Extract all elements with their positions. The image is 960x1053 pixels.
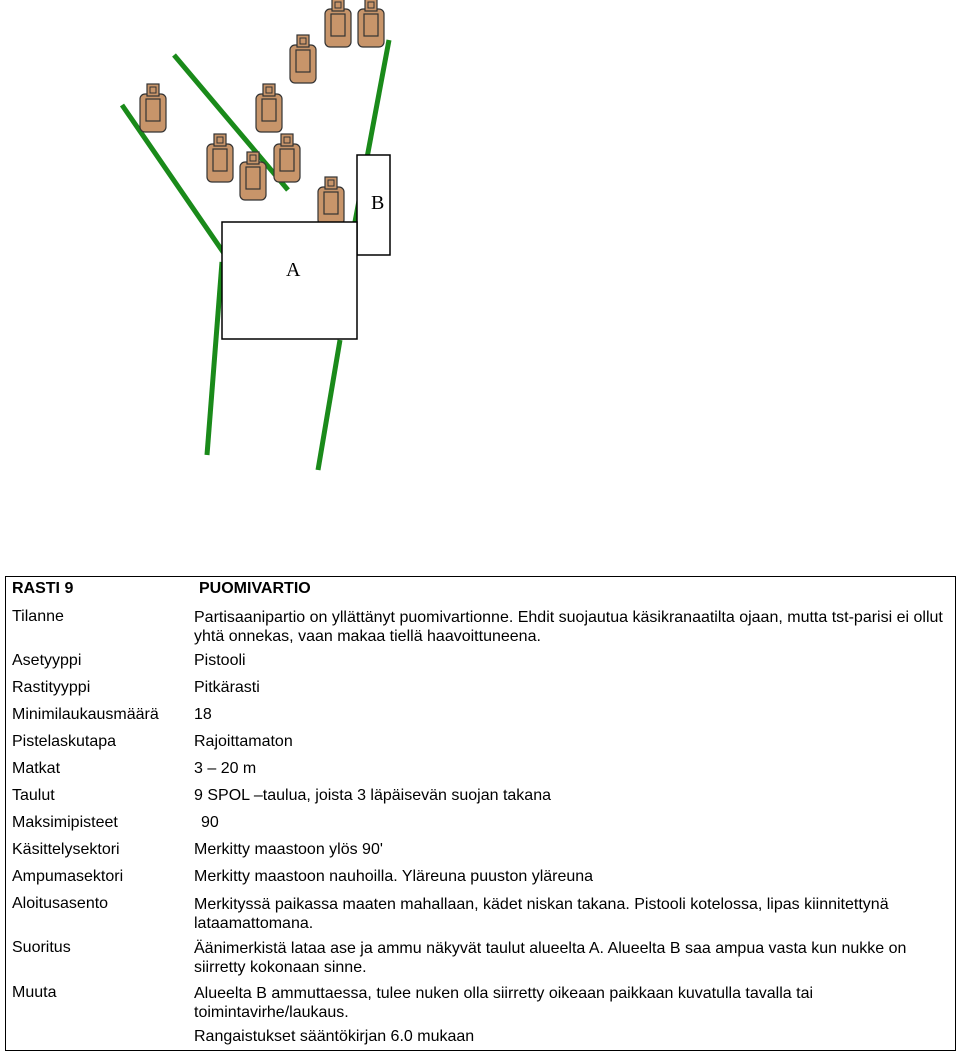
row-label: Käsittelysektori (12, 841, 120, 858)
target-icon (325, 0, 351, 47)
target-icon (256, 84, 282, 132)
area-b-label: B (371, 192, 385, 214)
stage-name: PUOMIVARTIO (199, 580, 311, 597)
row-label: Minimilaukausmäärä (12, 706, 159, 723)
row-label: Pistelaskutapa (12, 733, 117, 750)
left-vertical-line (207, 262, 222, 455)
target-icon (290, 35, 316, 83)
row-value: Äänimerkistä lataa ase ja ammu näkyvät taulut alueelta A. Alueelta B saa ampua vasta kun nukke on siirretty kokonaan sinne. (194, 940, 907, 976)
row-label: Rastityyppi (12, 679, 91, 696)
row-value: Rajoittamaton (194, 733, 293, 750)
row-value: Merkitty maastoon nauhoilla. Yläreuna puuston yläreuna (194, 868, 594, 885)
row-value: Partisaanipartio on yllättänyt puomivartionne. Ehdit suojautua käsikranaatilta ojaan, mutta tst-parisi ei ollut yhtä onnekas, vaan makaa tiellä haavoittuneena. (194, 609, 943, 645)
row-value: Pitkärasti (194, 679, 260, 696)
targets (140, 0, 384, 225)
row-value: Merkityssä paikassa maaten mahallaan, kädet niskan takana. Pistooli kotelossa, lipas kiinnitettynä lataamattomana. (194, 896, 889, 932)
row-value: 90 (201, 814, 219, 831)
target-icon (140, 84, 166, 132)
row-value: Rangaistukset sääntökirjan 6.0 mukaan (194, 1028, 475, 1045)
row-label: Tilanne (12, 608, 64, 625)
target-icon (207, 134, 233, 182)
row-label: Maksimipisteet (12, 814, 118, 831)
row-value: 18 (194, 706, 212, 723)
target-icon (274, 134, 300, 182)
stage-number: RASTI 9 (12, 580, 74, 597)
row-value: Alueelta B ammuttaessa, tulee nuken olla siirretty oikeaan paikkaan kuvatulla tavalla tai toimintavirhe/laukaus. (194, 985, 814, 1021)
row-label: Muuta (12, 984, 57, 1001)
row-value: 9 SPOL –taulua, joista 3 läpäisevän suojan takana (194, 787, 551, 804)
left-fence-line (122, 105, 232, 265)
row-label: Ampumasektori (12, 868, 124, 885)
target-icon (318, 177, 344, 225)
row-value: Merkitty maastoon ylös 90' (194, 841, 383, 858)
row-value: Pistooli (194, 652, 246, 669)
stage-info-table (5, 576, 956, 1051)
row-value: 3 – 20 m (194, 760, 257, 777)
row-label: Matkat (12, 760, 61, 777)
row-label: Suoritus (12, 939, 71, 956)
row-label: Asetyyppi (12, 652, 82, 669)
row-label: Taulut (12, 787, 55, 804)
area-a-label: A (286, 259, 301, 281)
target-icon (358, 0, 384, 47)
right-lower-line (318, 340, 340, 470)
row-label: Aloitusasento (12, 895, 109, 912)
